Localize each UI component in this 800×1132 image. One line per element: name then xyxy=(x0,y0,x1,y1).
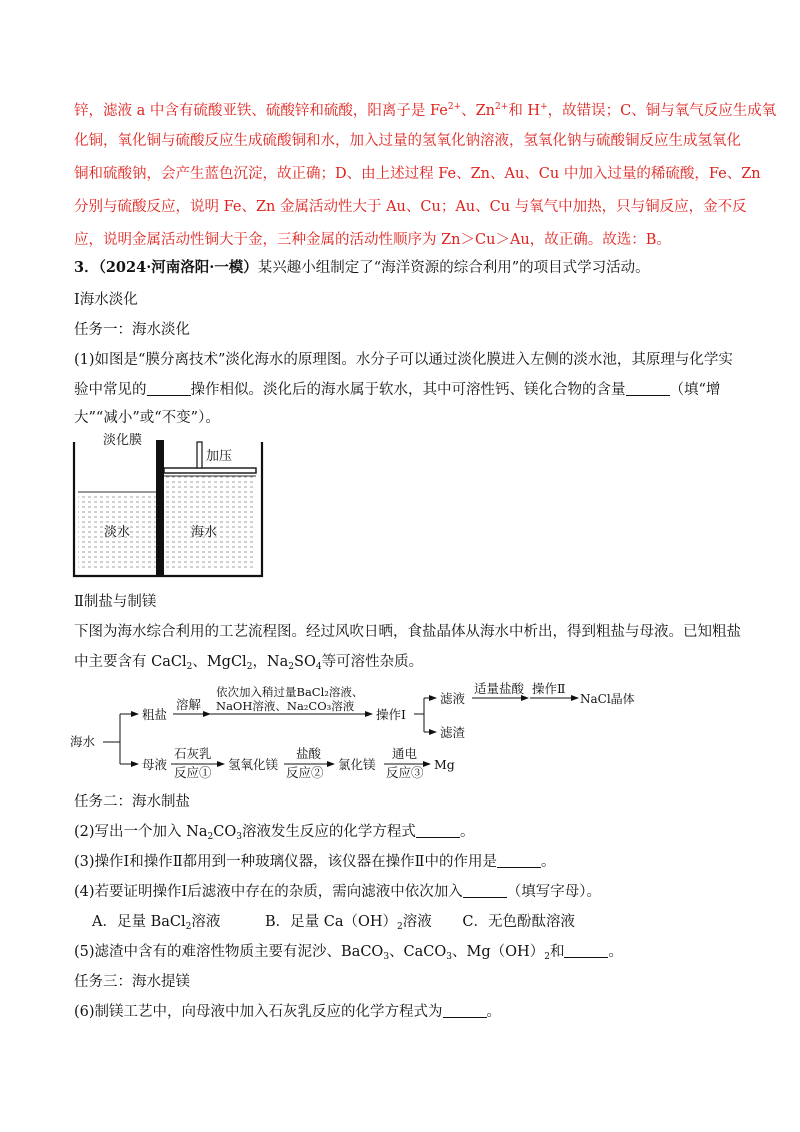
q1-line-1: (1)如图是“膜分离技术”淡化海水的原理图。水分子可以通过淡化膜进入左侧的淡水池，其原理与化学实 xyxy=(74,352,733,368)
question-number: 3． xyxy=(74,259,99,276)
flow-nacl: NaCl晶体 xyxy=(580,692,635,706)
flow-op1: 操作Ⅰ xyxy=(376,707,406,722)
membrane-diagram xyxy=(70,430,270,582)
q6: (6)制镁工艺中，向母液中加入石灰乳反应的化学方程式为 。 xyxy=(74,1004,502,1020)
answer-line-1: 锌，滤液 a 中含有硫酸亚铁、硫酸锌和硫酸，阳离子是 $Fe^{2+}$、$Zn^{2+}$和 H+，故错误；C、铜与氧气反应生成氧 xyxy=(74,102,777,119)
sea-water-fill xyxy=(163,476,256,570)
answer-blank[interactable] xyxy=(564,943,608,958)
flow-crude-salt: 粗盐 xyxy=(142,707,168,722)
answer-blank[interactable] xyxy=(416,823,460,838)
q1-line-2: 验中常见的 操作相似。淡化后的海水属于软水，其中可溶性钙、镁化合物的含量 （填“增 xyxy=(74,382,721,398)
flow-lime: 石灰乳 xyxy=(174,746,212,761)
answer-line-3: 铜和硫酸钠，会产生蓝色沉淀，故正确；D、由上述过程 Fe、Zn、Au、Cu 中加入过量的稀硫酸，Fe、Zn xyxy=(74,166,761,182)
process-flow-diagram xyxy=(70,682,670,782)
task1-title: 任务一：海水淡化 xyxy=(74,322,190,338)
pressure-label: 加压 xyxy=(206,449,233,464)
q3: (3)操作Ⅰ和操作Ⅱ都用到一种玻璃仪器，该仪器在操作Ⅱ中的作用是 。 xyxy=(74,854,556,870)
p2-line-2: 中主要含有 CaCl$_2$、MgCl$_2$，$Na_2SO_4$等可溶性杂质。 xyxy=(74,654,424,672)
flow-dissolve: 溶解 xyxy=(176,697,202,712)
flow-residue: 滤渣 xyxy=(440,725,466,740)
part2-title: Ⅱ制盐与制镁 xyxy=(74,594,157,610)
answer-blank[interactable] xyxy=(443,1003,487,1018)
answer-blank[interactable] xyxy=(147,381,191,396)
question-header xyxy=(74,258,740,278)
option-a[interactable]: A．足量 BaCl$_2$溶液 xyxy=(92,914,221,932)
task3-title: 任务三：海水提镁 xyxy=(74,974,190,990)
q5: (5)滤渣中含有的难溶性物质主要有泥沙、BaCO$_3$、CaCO$_3$、$Mg(OH)_2$和 。 xyxy=(74,944,623,962)
answer-blank[interactable] xyxy=(626,381,670,396)
answer-blank[interactable] xyxy=(463,883,507,898)
flow-reagents-2: NaOH溶液、Na₂CO₃溶液 xyxy=(216,699,355,713)
sea-water-label: 海水 xyxy=(191,525,218,540)
part1-title: Ⅰ海水淡化 xyxy=(74,292,138,308)
p2-line-1: 下图为海水综合利用的工艺流程图。经过风吹日晒，食盐晶体从海水中析出，得到粗盐与母液。已知粗盐 xyxy=(74,624,741,640)
flow-r1: 反应① xyxy=(174,765,212,780)
flow-filtrate: 滤液 xyxy=(440,691,466,706)
option-b[interactable]: B．足量 $Ca(OH)_2$溶液 xyxy=(264,914,432,932)
question-stem: 某兴趣小组制定了“海洋资源的综合利用”的项目式学习活动。 xyxy=(257,260,650,276)
flow-op2: 操作Ⅱ xyxy=(532,682,566,696)
flow-mg: Mg xyxy=(434,757,455,772)
q4: (4)若要证明操作Ⅰ后滤液中存在的杂质，需向滤液中依次加入 （填写字母）。 xyxy=(74,884,602,900)
piston-rod xyxy=(197,442,202,468)
flow-seawater: 海水 xyxy=(70,734,96,749)
flow-r3: 反应③ xyxy=(386,765,424,780)
flow-r2: 反应② xyxy=(286,765,324,780)
piston xyxy=(164,468,256,473)
flow-hcl: 盐酸 xyxy=(296,746,322,761)
question-source: （2024·河南洛阳·一模） xyxy=(98,259,258,276)
membrane xyxy=(156,440,164,576)
flow-mgoh: 氢氧化镁 xyxy=(228,757,279,772)
task2-title: 任务二：海水制盐 xyxy=(74,794,190,810)
fresh-water-label: 淡水 xyxy=(104,525,131,540)
q2: (2)写出一个加入 $Na_2CO_3$溶液发生反应的化学方程式 。 xyxy=(74,824,475,842)
q4-options xyxy=(92,912,740,937)
flow-hcl-proper: 适量盐酸 xyxy=(474,682,525,696)
flow-elec: 通电 xyxy=(392,746,418,761)
flow-reagents-1: 依次加入稍过量BaCl₂溶液、 xyxy=(216,685,364,699)
answer-line-2: 化铜，氧化铜与硫酸反应生成硫酸铜和水，加入过量的氢氧化钠溶液，氢氧化钠与硫酸铜反应生成氢氧化 xyxy=(74,133,741,149)
answer-line-5: 应，说明金属活动性铜大于金，三种金属的活动性顺序为 Zn＞Cu＞Au，故正确。故选：B。 xyxy=(74,232,671,248)
answer-blank[interactable] xyxy=(497,853,541,868)
option-c[interactable]: C．无色酚酞溶液 xyxy=(462,914,575,930)
flow-mother: 母液 xyxy=(142,757,168,772)
membrane-label: 淡化膜 xyxy=(103,433,143,448)
q1-line-3: 大”“减小”或“不变”）。 xyxy=(74,410,220,426)
flow-mgcl: 氯化镁 xyxy=(338,757,376,772)
answer-line-4: 分别与硫酸反应，说明 Fe、Zn 金属活动性大于 Au、Cu；Au、Cu 与氧气中加热，只与铜反应，金不反 xyxy=(74,199,747,215)
